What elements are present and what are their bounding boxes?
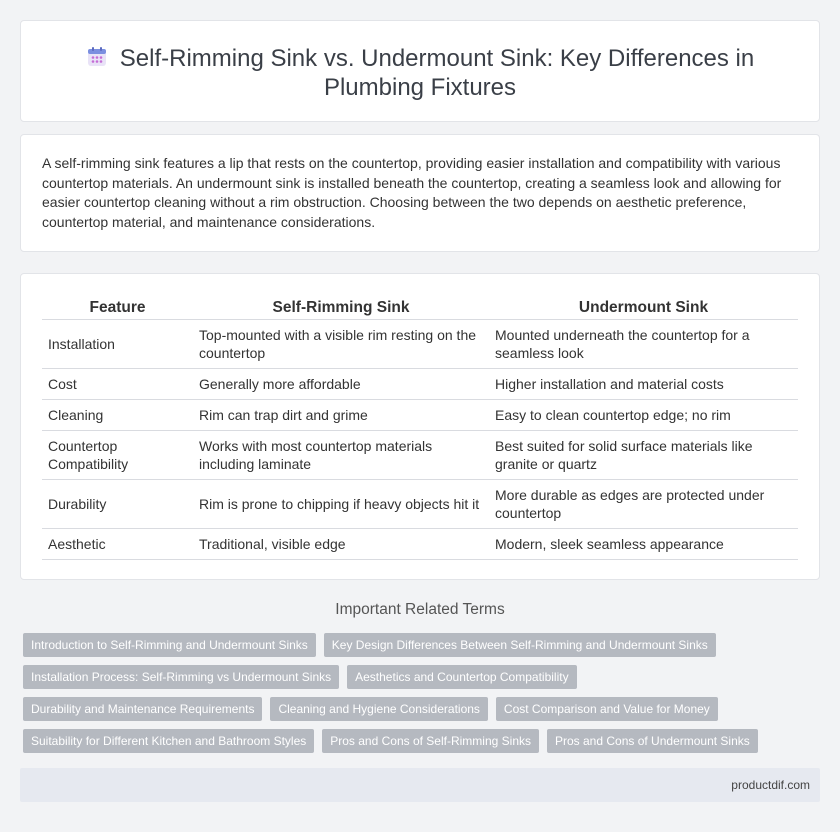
footer bbox=[20, 768, 820, 802]
related-tag[interactable]: Cleaning and Hygiene Considerations bbox=[270, 697, 487, 721]
table-cell: Installation bbox=[42, 319, 193, 368]
calendar-icon bbox=[86, 46, 108, 68]
intro-card bbox=[20, 134, 820, 252]
table-cell: Traditional, visible edge bbox=[193, 528, 489, 559]
page-title bbox=[21, 44, 819, 102]
table-cell: Cleaning bbox=[42, 399, 193, 430]
table-cell: Rim can trap dirt and grime bbox=[193, 399, 489, 430]
intro-text: A self-rimming sink features a lip that rests on the countertop, providing easier installation and compatibility with various countertop materials. An undermount sink is installed beneath the countertop, creating a seamless look and allowing for easier countertop cleaning without a rim obstruction. Choosing between the two depends on aesthetic preference, countertop material, and maintenance considerations. bbox=[42, 155, 782, 230]
table-cell: Top-mounted with a visible rim resting on the countertop bbox=[193, 319, 489, 368]
table-cell: Durability bbox=[42, 479, 193, 528]
related-terms-tags bbox=[23, 633, 813, 761]
table-cell: Cost bbox=[42, 368, 193, 399]
table-row bbox=[42, 399, 798, 430]
title-card bbox=[20, 20, 820, 122]
related-tag[interactable]: Pros and Cons of Undermount Sinks bbox=[547, 729, 758, 753]
table-cell: More durable as edges are protected under countertop bbox=[489, 479, 798, 528]
related-tag[interactable]: Installation Process: Self-Rimming vs Undermount Sinks bbox=[23, 665, 339, 689]
table-header-row bbox=[42, 295, 798, 319]
table-cell: Mounted underneath the countertop for a seamless look bbox=[489, 319, 798, 368]
related-tag[interactable]: Cost Comparison and Value for Money bbox=[496, 697, 718, 721]
table-row bbox=[42, 528, 798, 559]
comparison-card bbox=[20, 273, 820, 580]
table-row bbox=[42, 368, 798, 399]
table-row bbox=[42, 479, 798, 528]
title-line-2: Plumbing Fixtures bbox=[323, 74, 517, 101]
title-line-1: Self-Rimming Sink vs. Undermount Sink: Key Differences in bbox=[119, 45, 755, 72]
related-tag[interactable]: Aesthetics and Countertop Compatibility bbox=[347, 665, 576, 689]
related-tag[interactable]: Key Design Differences Between Self-Rimming and Undermount Sinks bbox=[324, 633, 716, 657]
comparison-table bbox=[42, 295, 798, 560]
table-cell: Best suited for solid surface materials like granite or quartz bbox=[489, 430, 798, 479]
table-cell: Countertop Compatibility bbox=[42, 430, 193, 479]
related-terms-title: Important Related Terms bbox=[335, 601, 505, 618]
table-cell: Modern, sleek seamless appearance bbox=[489, 528, 798, 559]
related-tag[interactable]: Introduction to Self-Rimming and Undermount Sinks bbox=[23, 633, 316, 657]
header-undermount: Undermount Sink bbox=[489, 295, 798, 319]
table-cell: Rim is prone to chipping if heavy objects hit it bbox=[193, 479, 489, 528]
table-row bbox=[42, 430, 798, 479]
table-row bbox=[42, 319, 798, 368]
table-cell: Higher installation and material costs bbox=[489, 368, 798, 399]
header-self-rimming: Self-Rimming Sink bbox=[193, 295, 489, 319]
table-cell: Generally more affordable bbox=[193, 368, 489, 399]
header-feature: Feature bbox=[42, 295, 193, 319]
footer-site[interactable]: productdif.com bbox=[731, 778, 810, 792]
related-tag[interactable]: Durability and Maintenance Requirements bbox=[23, 697, 262, 721]
table-cell: Aesthetic bbox=[42, 528, 193, 559]
related-tag[interactable]: Suitability for Different Kitchen and Bathroom Styles bbox=[23, 729, 314, 753]
table-cell: Works with most countertop materials including laminate bbox=[193, 430, 489, 479]
table-cell: Easy to clean countertop edge; no rim bbox=[489, 399, 798, 430]
related-tag[interactable]: Pros and Cons of Self-Rimming Sinks bbox=[322, 729, 539, 753]
